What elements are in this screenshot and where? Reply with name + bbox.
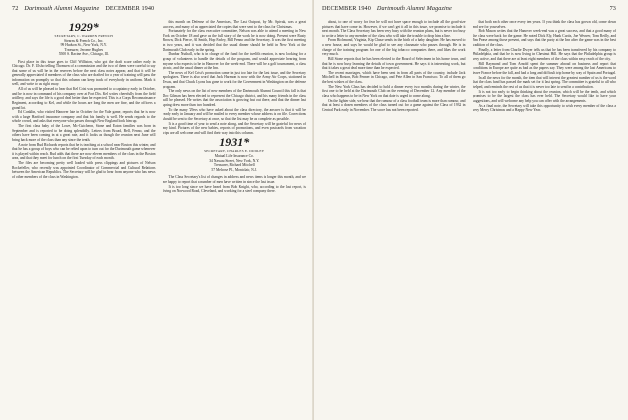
body-paragraph: To the many '29ers who have asked about the class directory, the answer is that it will be ready early in January and will be mailed to every member whose address is on file. Corrections should be sent to the Secretary at once, so that the list may be as complete as possible.	[162, 107, 306, 121]
body-paragraph: The recent marriages, which have been sent in from all parts of the country, include Jack Mitchell in Boston, Bob Fenner in Chicago, and Pete Allen in San Francisco. To all of them go the best wishes of the class.	[322, 70, 466, 84]
class-1931-info	[163, 149, 307, 172]
body-paragraph: All of us will be pleased to hear that Kel Crist was promoted to a captaincy early in October, and he is now in command of his company over at Fort Dix. Kel writes cheerfully from the field artillery, and says the life is a good deal better than he expected. This is a Corps Reconnaissance Regiment, according to Kel, and while the hours are long the men are fine, and the officers a grand lot.	[12, 87, 156, 110]
body-paragraph: It is too long since we have heard from Bob Knight, who, according to the last report, is living on Norwood Road, Cleveland, and working for a steel company there.	[162, 184, 306, 194]
right-running-head	[322, 5, 616, 14]
class-1931-year: 1931*	[219, 135, 250, 150]
class-1931-secretary: SECRETARY, CHARLES E. DUDLEY	[204, 149, 265, 154]
left-issue-date: DECEMBER 1940	[105, 5, 155, 12]
body-paragraph: Fortunately for the class executive committee, Nelson was able to attend a meeting in New York on October 18 and gave us the full story of the work he is now doing. Present were Rusty Brown, Dick Pierce, Al Smith, Hop Farley, Bill Fenno and the Secretary. It was the first meeting in two years, and it was decided that the usual dinner should be held in New York at the Dartmouth Club early in the spring.	[162, 29, 306, 52]
body-paragraph: It is not too early to begin thinking about the reunion, which will be the tenth, and which promises to be the largest the class has ever held. The Secretary would like to have your suggestions, and will welcome any help you can offer with the arrangements.	[472, 89, 616, 103]
left-columns	[12, 20, 306, 194]
body-paragraph: A note from Bud Richards reports that he is teaching at a school near Boston this winter, and that he has a group of boys who can be relied upon to turn out for the Dartmouth game whenever it is played within reach. Bud adds that there are now eleven members of the class in the Boston area, and that they meet for lunch on the first Tuesday of each month.	[12, 142, 156, 161]
body-paragraph: The news of Kel Crist's promotion came in just too late for the last issue, and the Secretary apologizes. There is also word that Jack Harmon is now with the Army Air Corps, stationed in Texas, and that Chuck Lyons has gone to work for the Government in Washington on the defense program.	[162, 70, 306, 89]
right-column-1	[322, 20, 466, 113]
body-paragraph: It is a good time of year to send a note along, and the Secretary will be grateful for news of any kind. Pictures of the new babies, reports of promotions, and even postcards from vacation trips are all welcome and will find their way into this column.	[162, 121, 306, 135]
class-1929-address-line: 5500 S. Racine Ave., Chicago, Ill.	[58, 52, 109, 57]
left-column-1	[12, 20, 156, 194]
left-column-2	[163, 20, 307, 194]
left-running-head	[12, 5, 306, 14]
right-page-number: 73	[609, 5, 616, 12]
class-1929-year: 1929*	[68, 20, 99, 34]
right-magazine-title: Dartmouth Alumni Magazine	[376, 5, 452, 12]
class-1931-address-line: 57 Melrose Pl., Montclair, N.J.	[211, 167, 258, 172]
body-paragraph: From Richmond, Virginia, Kip Chase sends in the birth of a baby daughter. He has moved to a new house, and says he would be glad to see any classmate who passes through. He is in charge of the training program for one of the big tobacco companies there, and likes the work very much.	[322, 38, 466, 57]
body-paragraph: about, to one of worry for fear he will not have space enough to include all the good-size pictures that have come in. However, if we can't get it all in this issue, we promise to include it next month. The Class Secretary has been very busy with the reunion plans, but is never too busy to write a letter to any member of the class who will take the trouble to drop him a line.	[322, 20, 466, 38]
left-page-number: 72	[12, 5, 19, 12]
class-1929-address-line: Stearns & French Co., Inc.	[64, 38, 104, 43]
class-1931-header	[163, 136, 307, 172]
right-page	[314, 0, 628, 420]
body-paragraph: Dunbar Nuthall, who is in charge of the fund for the twelfth reunion, is now looking for a group of volunteers to handle the details of the program, and would appreciate hearing from anyone who expects to be in Hanover for the week-end. There will be a golf tournament, a class picnic, and the usual dinner at the Inn.	[162, 52, 306, 71]
body-paragraph: Ed Conklin, who visited Hanover late in October for the Yale game, reports that he is now with a large Hartford insurance company and that his family is well. He sends regards to the whole crowd, and asks that everyone who passes through New England look him up.	[12, 110, 156, 124]
class-1931-address-line: Treasurer, Richard Mitchell	[213, 163, 255, 168]
body-paragraph: that both each other once every ten years. If you think the class has grown old, come down and see for yourselves.	[472, 20, 616, 29]
class-1931-address-line: 34 Nassau Street, New York, N.Y.	[209, 158, 260, 163]
body-paragraph: Finally, a letter from Charlie Dwyer tells us that he has been transferred by his company to Philadelphia, and that he is now living in Chestnut Hill. He says that the Philadelphia group is very active, and that there are at least eight members of the class within easy reach of the city.	[472, 47, 616, 61]
class-1931-address-line: Mutual Life Insurance Co.	[214, 154, 254, 158]
body-paragraph: Bill Stone reports that he has been elected to the Board of Selectmen in his home town, and that he is now busy learning the details of town government. He says it is interesting work, but that it takes a great deal more time than he expected.	[322, 56, 466, 71]
body-paragraph: The files are becoming pretty well loaded with press clippings and pictures of Nelson Rockefeller, who recently was appointed Coordinator of Commercial and Cultural Relations between the American Republics. The Secretary will be glad to hear from anyone who has news of other members of the class in Washington.	[12, 161, 156, 179]
class-1929-address-line: 99 Hudson St., New York, N.Y.	[60, 43, 107, 48]
body-paragraph: As a final note, the Secretary will take this opportunity to wish every member of the class a very Merry Christmas and a Happy New Year.	[472, 103, 616, 113]
body-paragraph: The New York Class has decided to hold a dinner every two months during the winter, the first one to be held at the Dartmouth Club on the evening of December 12. Any member of the class who happens to be in New York on that date is urged to come along.	[322, 84, 466, 98]
right-issue-date: DECEMBER 1940	[322, 5, 371, 12]
body-paragraph: The first class baby of the Lowe, Mc-Cutcheon, Stone and Eaton families was born in September and is reported to be doing splendidly. Letters from Broad, Bell, Fenno, and the others have been coming in at a great rate, and it looks as though the reunion next June will bring back more of the class than any since the tenth.	[12, 124, 156, 142]
right-column-2	[473, 20, 617, 113]
body-paragraph: this month on Defense of the Americas, The Last Outpost, by Mr. Spivak, was a great success, and many of us appreciated the copies that were sent to the class for Christmas.	[162, 20, 306, 29]
body-paragraph: The Class Secretary's list of changes in address and news items is longer this month, and we are happy to report that a number of men have written in since the last issue.	[162, 175, 306, 184]
body-paragraph: Bob Mason writes that the Hanover week-end was a great success, and that a good many of the class were back for the game. He noted Dick Ely, Hank Curtis, Joe Weaver, Tom Reilly, and Jim Pease among those present, and says that the party at the Inn after the game was in the best tradition of the class.	[472, 29, 616, 48]
body-paragraph: The only news on the list of new members of the Dartmouth Alumni Council this fall is that Doc Gilman has been elected to represent the Chicago district, and his many friends in the class will be pleased. He writes that the association is growing fast out there, and that the dinner last spring drew more than two hundred.	[162, 89, 306, 108]
body-paragraph: On the lighter side, we hear that the rumour of a class football team is more than rumour, and that at least a dozen members of the class turned out for a game against the Class of 1932 in Central Park early in November. The score has not been reported.	[322, 98, 466, 112]
class-1929-header	[12, 21, 156, 57]
body-paragraph: In all the news for the month, the item that will interest the greatest number of us is the word that the class fund has passed the mark set for it last spring. The committee is grateful to all who helped, and reminds the rest of us that it is never too late to send in a contribution.	[472, 75, 616, 89]
left-magazine-title: Dartmouth Alumni Magazine	[24, 5, 100, 12]
class-1929-info	[12, 34, 156, 57]
body-paragraph: First place in this issue goes to Cliff Williston, who got the draft scare rather early in Chicago. Dr. F. Ulsho telling Thomsen of a commission and the two of them were careful to say that some of us will be in the reserves before the next class notes appear, and that it will be generally appreciated if members of the class who are drafted for a year of training will pass the information on promptly so that this column can keep track of everybody in uniform. Mark it well, and write to us right away.	[12, 59, 156, 87]
class-1929-address-line: Treasurer, Jerome Hughes	[64, 47, 104, 52]
body-paragraph: Bill Raymond and Tom Arnold spent the summer abroad on business and report that conditions in Europe are quite as bad as the papers say. They were among the last Americans to leave France before the fall, and had a long and difficult trip home by way of Spain and Portugal.	[472, 61, 616, 75]
right-columns	[322, 20, 616, 113]
class-1929-secretary: SECRETARY, C. WARREN FRENCH	[54, 34, 113, 38]
